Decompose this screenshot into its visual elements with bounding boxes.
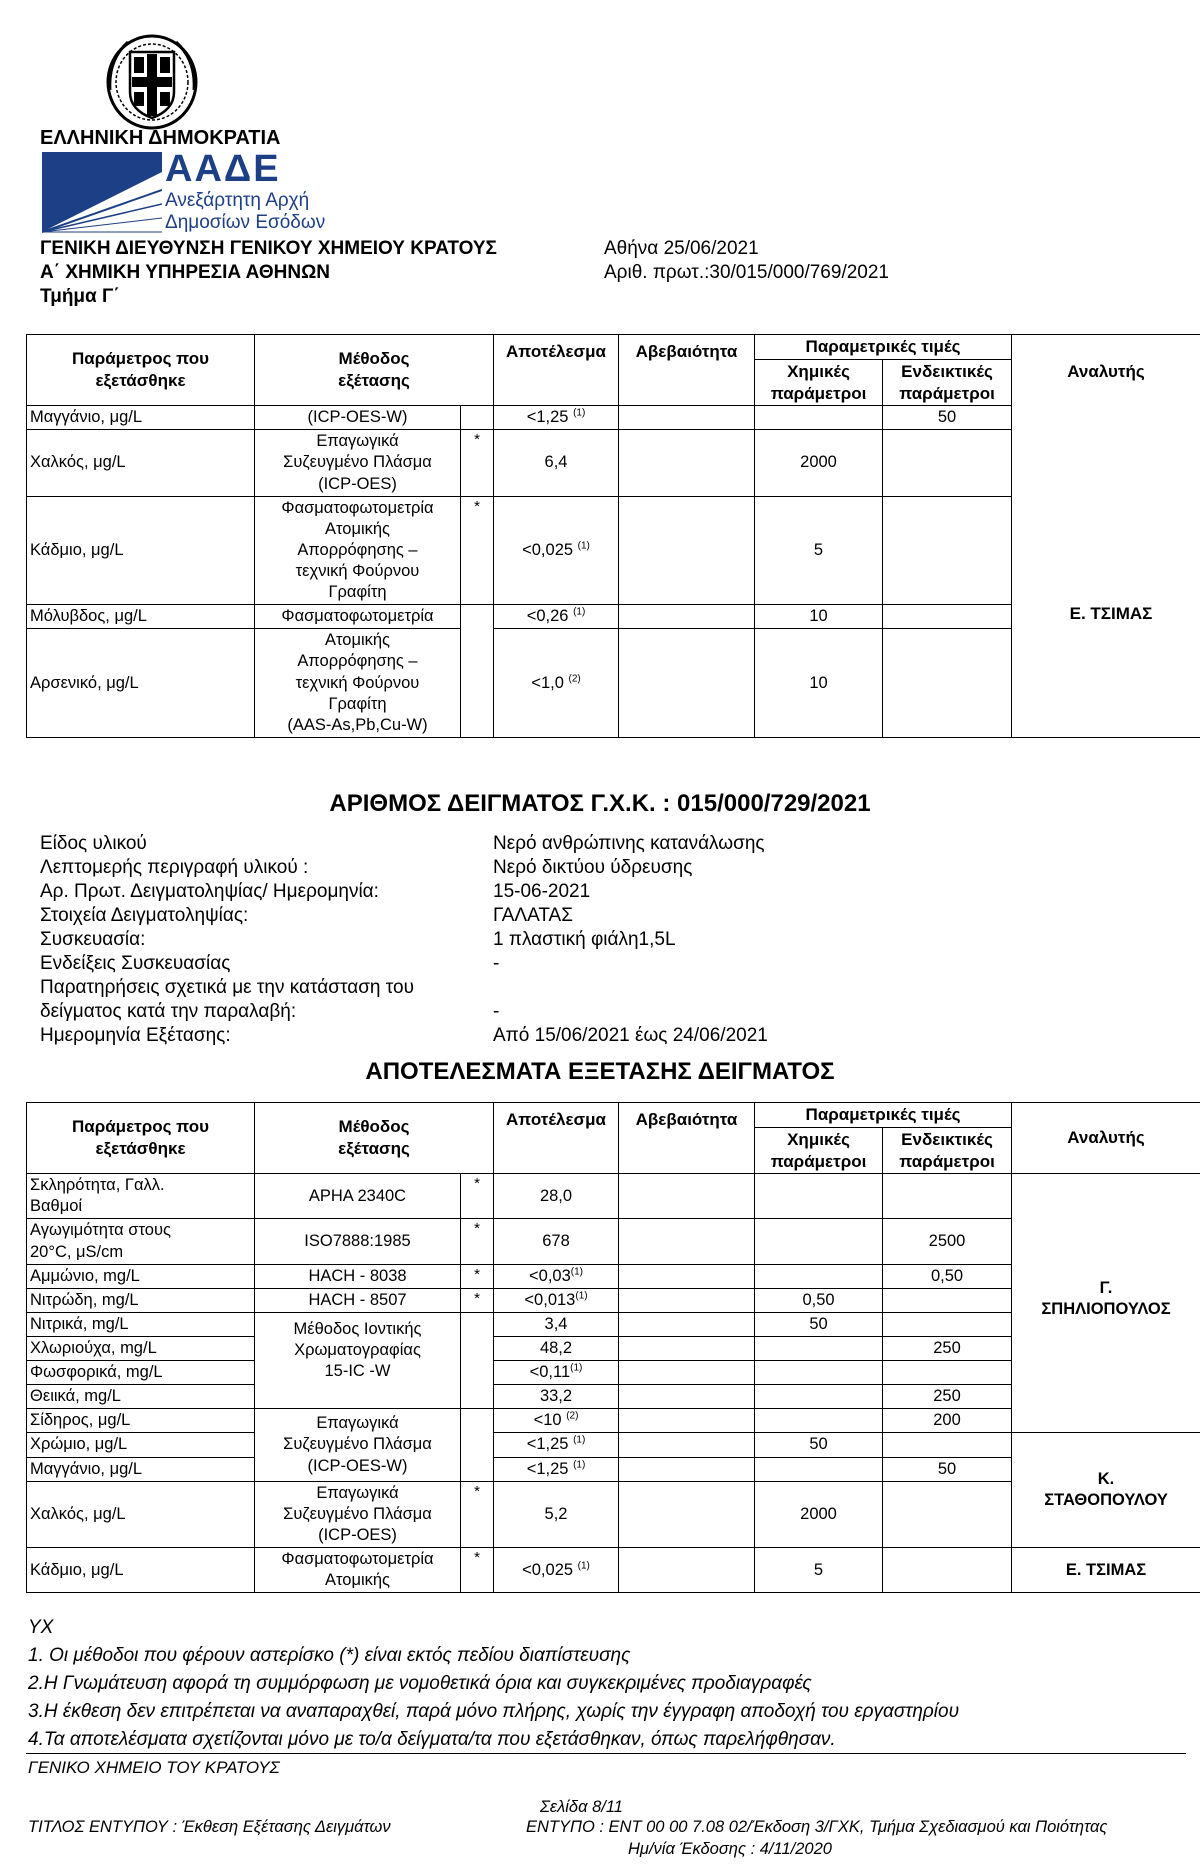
- ion-method-cell: Μέθοδος Ιοντικής Χρωματογραφίας 15-IC -W: [255, 1312, 461, 1408]
- logo-subtitle-2: Δημοσίων Εσόδων: [165, 212, 326, 233]
- results-table-1: [26, 334, 1200, 738]
- results-table-2: [26, 1102, 1200, 1593]
- analyst-cell-1: Γ. ΣΠΗΛΙΟΠΟΥΛΟΣ: [1012, 1174, 1200, 1433]
- table-row: Σίδηρος, μg/L Επαγωγικά Συζευγμένο Πλάσμα (ICP-OES-W) <10 $^{(2)}$ 200: [27, 1409, 1200, 1433]
- col-param-values-header: Παραμετρικές τιμές: [755, 1103, 1012, 1128]
- info-label: Λεπτομερής περιγραφή υλικού :: [40, 857, 309, 878]
- col-uncertainty-header: Αβεβαιότητα: [619, 1103, 755, 1174]
- info-label: Είδος υλικού: [40, 833, 147, 854]
- dept-line-2: Α΄ ΧΗΜΙΚΗ ΥΠΗΡΕΣΙΑ ΑΘΗΝΩΝ: [40, 262, 331, 283]
- col-uncertainty-header: Αβεβαιότητα: [619, 335, 755, 406]
- info-value: Από 15/06/2021 έως 24/06/2021: [493, 1025, 768, 1046]
- table1-analyst: Ε. ΤΣΙΜΑΣ: [1069, 604, 1153, 623]
- table-row: Χαλκός, μg/L Επαγωγικά Συζευγμένο Πλάσμα (ICP-OES) * 5,2 2000: [27, 1481, 1200, 1547]
- info-value: -: [493, 953, 500, 974]
- col-result-header: Αποτέλεσμα: [494, 335, 619, 406]
- info-label: Παρατηρήσεις σχετικά με την κατάσταση του: [40, 977, 414, 998]
- aade-logo-icon: [42, 152, 162, 234]
- table-row: Αγωγιμότητα στους 20°C, μS/cm ISO7888:1985 * 678 2500: [27, 1219, 1200, 1264]
- info-value: 1 πλαστική φιάλη1,5L: [493, 929, 676, 950]
- table-row: Μαγγάνιο, μg/L (ICP-OES-W) <1,25 $^{(1)}$ 50: [27, 406, 1200, 430]
- col-param-header: Παράμετρος που εξετάσθηκε: [27, 1103, 255, 1174]
- form-code: ΕΝΤΥΠΟ : ΕΝΤ 00 00 7.08 02/Έκδοση 3/ΓΧΚ, Τμήμα Σχεδιασμού και Ποιότητας: [526, 1818, 1108, 1836]
- table-row: Κάδμιο, μg/L Φασματοφωτομετρία Ατομικής Απορρόφησης – τεχνική Φούρνου Γραφίτη * <0,025 $^{(1)}$ 5: [27, 496, 1200, 605]
- form-title: ΤΙΤΛΟΣ ΕΝΤΥΠΟΥ : Έκθεση Εξέτασης Δειγμάτων: [28, 1818, 391, 1836]
- table-row: Θειικά, mg/L 33,2 250: [27, 1385, 1200, 1409]
- col-analyst-header: Αναλυτής: [1012, 335, 1200, 738]
- table-row: Σκληρότητα, Γαλλ. Βαθμοί APHA 2340C * 28,0 Γ. ΣΠΗΛΙΟΠΟΥΛΟΣ: [27, 1174, 1200, 1219]
- info-label: Αρ. Πρωτ. Δειγματοληψίας/ Ημερομηνία:: [40, 881, 379, 902]
- notes-yx: ΥΧ: [28, 1617, 54, 1638]
- col-param-values-header: Παραμετρικές τιμές: [755, 335, 1012, 360]
- protocol-number: Αριθ. πρωτ.:30/015/000/769/2021: [604, 262, 889, 283]
- info-label: Συσκευασία:: [40, 929, 146, 950]
- col-chemical-header: Χημικές παράμετροι: [755, 1127, 883, 1174]
- col-chemical-header: Χημικές παράμετροι: [755, 359, 883, 406]
- table-row: Νιτρώδη, mg/L HACH - 8507 * $<0,013^{(1)}$ 0,50: [27, 1288, 1200, 1312]
- col-method-header: Μέθοδος εξέτασης: [255, 1103, 494, 1174]
- col-result-header: Αποτέλεσμα: [494, 1103, 619, 1174]
- note-line: 3.Η έκθεση δεν επιτρέπεται να αναπαραχθεί, παρά μόνο πλήρης, χωρίς την έγγραφη αποδοχή του εργαστηρίου: [28, 1701, 960, 1722]
- info-value: 15-06-2021: [493, 881, 591, 902]
- dept-line-1: ΓΕΝΙΚΗ ΔΙΕΥΘΥΝΣΗ ΓΕΝΙΚΟΥ ΧΗΜΕΙΟΥ ΚΡΑΤΟΥΣ: [40, 238, 497, 259]
- note-line: 1. Οι μέθοδοι που φέρουν αστερίσκο (*) είναι εκτός πεδίου διαπίστευσης: [28, 1645, 631, 1666]
- table-row: Αρσενικό, μg/L Ατομικής Απορρόφησης – τεχνική Φούρνου Γραφίτη (AAS-As,Pb,Cu-W) <1,0 $^{(2)}$ 10: [27, 629, 1200, 738]
- logo-subtitle-1: Ανεξάρτητη Αρχή: [165, 190, 310, 211]
- dept-line-3: Τμήμα Γ΄: [40, 286, 120, 307]
- page-number: Σελίδα 8/11: [540, 1798, 623, 1816]
- greek-emblem-icon: [104, 30, 200, 132]
- table-row: Χρώμιο, μg/L <1,25 $^{(1)}$ 50 Κ. ΣΤΑΘΟΠΟΥΛΟΥ: [27, 1433, 1200, 1457]
- document-date: Αθήνα 25/06/2021: [604, 238, 759, 259]
- info-value: Νερό ανθρώπινης κατανάλωσης: [493, 833, 765, 854]
- analyst-cell-3: Ε. ΤΣΙΜΑΣ: [1012, 1548, 1200, 1593]
- analyst-cell-2: Κ. ΣΤΑΘΟΠΟΥΛΟΥ: [1012, 1433, 1200, 1548]
- info-label: δείγματος κατά την παραλαβή:: [40, 1001, 297, 1022]
- info-value: ΓΑΛΑΤΑΣ: [493, 905, 573, 926]
- info-label: Στοιχεία Δειγματοληψίας:: [40, 905, 249, 926]
- results-title: ΑΠΟΤΕΛΕΣΜΑΤΑ ΕΞΕΤΑΣΗΣ ΔΕΙΓΜΑΤΟΣ: [365, 1058, 835, 1085]
- col-method-header: Μέθοδος εξέτασης: [255, 335, 494, 406]
- logo-wordmark: ΑΑΔΕ: [165, 148, 281, 190]
- organization-name: ΓΕΝΙΚΟ ΧΗΜΕΙΟ ΤΟΥ ΚΡΑΤΟΥΣ: [28, 1758, 280, 1777]
- info-label: Ημερομηνία Εξέτασης:: [40, 1025, 231, 1046]
- sample-number-title: ΑΡΙΘΜΟΣ ΔΕΙΓΜΑΤΟΣ Γ.Χ.Κ. : 015/000/729/2021: [329, 790, 871, 817]
- info-value: Νερό δικτύου ύδρευσης: [493, 857, 693, 878]
- note-line: 4.Τα αποτελέσματα σχετίζονται μόνο με το/α δείγματα/τα που εξετάσθηκαν, όπως παρελήφθησαν.: [28, 1729, 836, 1750]
- icp-method-cell: Επαγωγικά Συζευγμένο Πλάσμα (ICP-OES-W): [255, 1409, 461, 1481]
- col-indicative-header: Ενδεικτικές παράμετροι: [883, 1127, 1012, 1174]
- table-row: Φωσφορικά, mg/L $<0,11^{(1)}$: [27, 1361, 1200, 1385]
- table-row: Νιτρικά, mg/L Μέθοδος Ιοντικής Χρωματογραφίας 15-IC -W 3,4 50: [27, 1312, 1200, 1336]
- note-line: 2.Η Γνωμάτευση αφορά τη συμμόρφωση με νομοθετικά όρια και συγκεκριμένες προδιαγραφές: [28, 1673, 812, 1694]
- table-row: Κάδμιο, μg/L Φασματοφωτομετρία Ατομικής * <0,025 $^{(1)}$ 5 Ε. ΤΣΙΜΑΣ: [27, 1548, 1200, 1593]
- table-row: Μόλυβδος, μg/L Φασματοφωτομετρία <0,26 $^{(1)}$ 10: [27, 605, 1200, 629]
- info-label: Ενδείξεις Συσκευασίας: [40, 953, 231, 974]
- issue-date: Ημ/νία Έκδοσης : 4/11/2020: [628, 1840, 832, 1858]
- table-row: Μαγγάνιο, μg/L <1,25 $^{(1)}$ 50: [27, 1457, 1200, 1481]
- col-analyst-header: Αναλυτής: [1012, 1103, 1200, 1174]
- table-row: Αμμώνιο, mg/L HACH - 8038 * $<0,03^{(1)}$ 0,50: [27, 1264, 1200, 1288]
- info-value: -: [493, 1001, 500, 1022]
- table-row: Χαλκός, μg/L Επαγωγικά Συζευγμένο Πλάσμα (ICP-OES) * 6,4 2000: [27, 430, 1200, 496]
- col-param-header: Παράμετρος που εξετάσθηκε: [27, 335, 255, 406]
- republic-title: ΕΛΛΗΝΙΚΗ ΔΗΜΟΚΡΑΤΙΑ: [40, 127, 281, 149]
- col-indicative-header: Ενδεικτικές παράμετροι: [883, 359, 1012, 406]
- table-row: Χλωριούχα, mg/L 48,2 250: [27, 1337, 1200, 1361]
